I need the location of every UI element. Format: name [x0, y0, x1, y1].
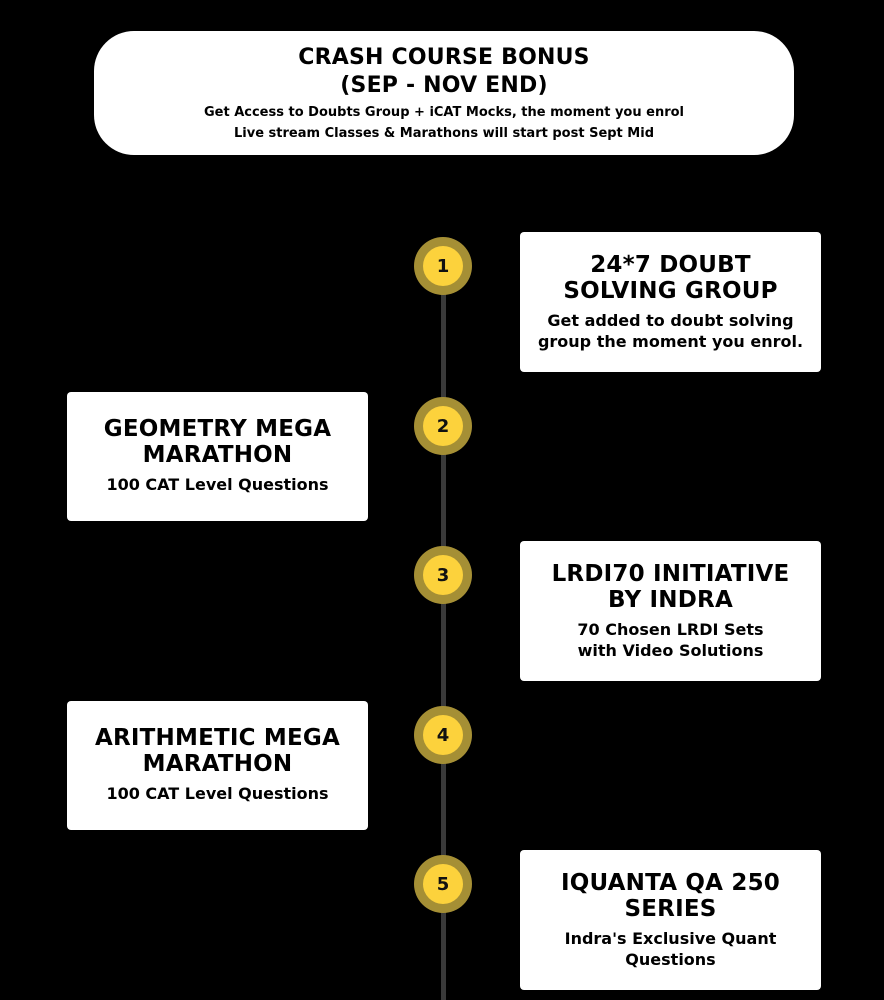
step-5-marker — [414, 855, 472, 913]
step-2-marker — [414, 397, 472, 455]
header-title-line1: CRASH COURSE BONUS — [298, 45, 590, 70]
header-subtitle-line2: Live stream Classes & Marathons will start post Sept Mid — [234, 126, 654, 141]
step-3-title-line1: LRDI70 INITIATIVE — [551, 561, 790, 587]
step-3-number: 3 — [423, 555, 463, 595]
header-subtitle-line1: Get Access to Doubts Group + iCAT Mocks, the moment you enrol — [203, 105, 685, 120]
step-1-marker — [414, 237, 472, 295]
step-2-desc-line1: 100 CAT Level Questions — [106, 475, 329, 494]
step-4-marker — [414, 706, 472, 764]
step-1-number: 1 — [423, 246, 463, 286]
step-1-desc-line2: group the moment you enrol. — [537, 332, 804, 351]
crash-course-header — [94, 31, 794, 155]
step-3-card — [520, 541, 821, 681]
step-4-title-line2: MARATHON — [142, 751, 293, 777]
step-4-title-line1: ARITHMETIC MEGA — [94, 725, 341, 751]
step-5-number: 5 — [423, 864, 463, 904]
step-3-marker — [414, 546, 472, 604]
step-5-card — [520, 850, 821, 990]
step-3-title-line2: BY INDRA — [608, 587, 733, 613]
step-1-card — [520, 232, 821, 372]
step-2-title-line2: MARATHON — [142, 442, 293, 468]
step-4-card — [67, 701, 368, 830]
step-2-number: 2 — [423, 406, 463, 446]
step-1-title-line2: SOLVING GROUP — [563, 278, 778, 304]
step-4-number: 4 — [423, 715, 463, 755]
step-1-desc-line1: Get added to doubt solving — [547, 311, 794, 330]
header-title-line2: (SEP - NOV END) — [340, 73, 548, 98]
step-5-desc-line1: Indra's Exclusive Quant — [564, 929, 777, 948]
step-3-desc-line1: 70 Chosen LRDI Sets — [577, 620, 764, 639]
step-5-title-line2: SERIES — [624, 896, 717, 922]
step-5-desc-line2: Questions — [625, 950, 716, 969]
step-1-title-line1: 24*7 DOUBT — [590, 252, 751, 278]
step-2-card — [67, 392, 368, 521]
step-4-desc-line1: 100 CAT Level Questions — [106, 784, 329, 803]
step-2-title-line1: GEOMETRY MEGA — [103, 416, 332, 442]
step-5-title-line1: IQUANTA QA 250 — [560, 870, 780, 896]
step-3-desc-line2: with Video Solutions — [577, 641, 764, 660]
